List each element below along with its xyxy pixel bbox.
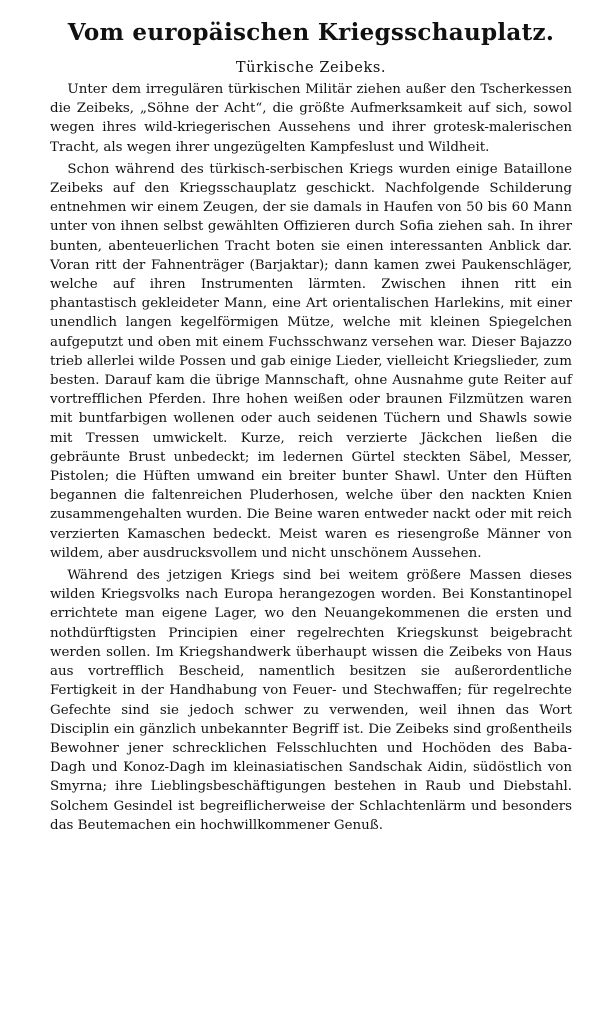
paragraph-current-war: Während des jetzigen Kriegs sind bei weitem größere Massen dieses wilden Kriegsvolks nach Europa herangezogen worden. Bei Konstantinopel errichtete man eigene Lager, wo den Neuangekommenen die ersten und nothdürftigsten Principien einer regelrechten Kriegskunst beigebracht werden sollen. Im Kriegshandwerk überhaupt wissen die Zeibeks von Haus aus vortrefflich Bescheid, namentlich besitzen sie außerordentliche Fertigkeit in der Handhabung von Feuer- und Stechwaffen; für regelrechte Gefechte sind sie jedoch schwer zu verwenden, weil ihnen das Wort Disciplin ein gänzlich unbekannter Begriff ist. Die Zeibeks sind großentheils Bewohner jener schrecklichen Felsschluchten und Hochöden des Baba-Dagh und Konoz-Dagh im kleinasiatischen Sandschak Aidin, südöstlich von Smyrna; ihre Lieblingsbeschäftigungen bestehen in Raub und Diebstahl. Solchem Gesindel ist begreiflicherweise der Schlachtenlärm und besonders das Beutemachen ein hochwillkommener Genuß. [50, 568, 572, 833]
article-subtitle: Türkische Zeibeks. [235, 60, 387, 76]
paragraph-serbian-war: Schon während des türkisch-serbischen Kriegs wurden einige Bataillone Zeibeks auf den Kriegsschauplatz geschickt. Nachfolgende Schilderung entnehmen wir einem Zeugen, der sie damals in Haufen von 50 bis 60 Mann unter von ihnen selbst gewählten Offizieren durch Sofia ziehen sah. In ihrer bunten, abenteuerlichen Tracht boten sie einen interessanten Anblick dar. Voran ritt der Fahnenträger (Barjaktar); dann kamen zwei Paukenschläger, welche auf ihren Instrumenten lärmten. Zwischen ihnen ritt ein phantastisch gekleideter Mann, eine Art orientalischen Harlekins, mit einer unendlich langen kegelförmigen Mütze, welche mit kleinen Spiegelchen aufgeputzt und oben mit einem Fuchsschwanz versehen war. Dieser Bajazzo trieb allerlei wilde Possen und gab einige Lieder, vielleicht Kriegslieder, zum besten. Darauf kam die übrige Mannschaft, ohne Ausnahme gute Reiter auf vortrefflichen Pferden. Ihre hohen weißen oder braunen Filzmützen waren mit buntfarbigen wollenen oder auch seidenen Tüchern und Shawls sowie mit Tressen umwickelt. Kurze, reich verzierte Jäckchen ließen die gebräunte Brust unbedeckt; im ledernen Gürtel steckten Säbel, Messer, Pistolen; die Hüften umwand ein breiter bunter Shawl. Unter den Hüften begannen die faltenreichen Pluderhosen, welche über den nackten Knien zusammengehalten wurden. Die Beine waren entweder nackt oder mit reich verzierten Kamaschen bedeckt. Meist waren es riesengroße Männer von wildem, aber ausdrucksvollem und nicht unschönem Aussehen. [50, 161, 572, 561]
paragraph-intro: Unter dem irregulären türkischen Militär ziehen außer den Tscherkessen die Zeibeks, „Söhne der Acht“, die größte Aufmerksamkeit auf sich, sowol wegen ihres wild-kriegerischen Aussehens und ihrer grotesk-malerischen Tracht, als wegen ihrer ungezügelten Kampfeslust und Wildheit. [50, 82, 572, 155]
article-title: Vom europäischen Kriegsschauplatz. [67, 19, 555, 46]
